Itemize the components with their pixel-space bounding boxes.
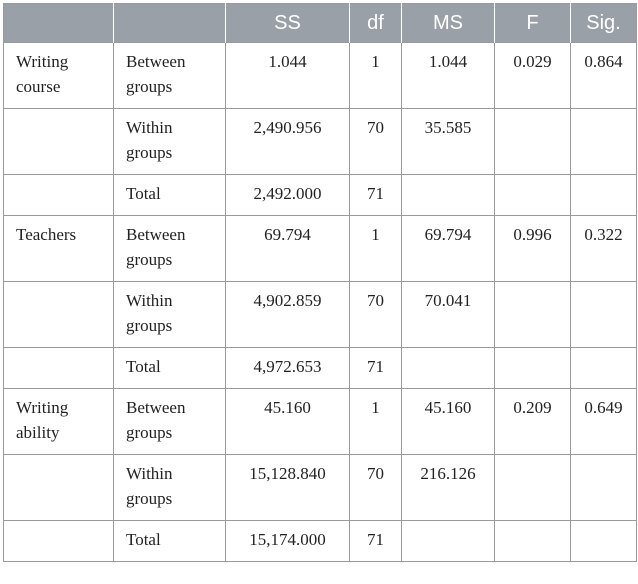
ms-cell: 69.794 (402, 216, 495, 282)
df-cell: 71 (350, 521, 402, 562)
source-cell: Total (114, 348, 226, 389)
ms-cell: 1.044 (402, 43, 495, 109)
f-cell (495, 348, 571, 389)
df-cell: 70 (350, 109, 402, 175)
sig-cell (571, 348, 637, 389)
f-cell: 0.029 (495, 43, 571, 109)
anova-table (3, 3, 637, 562)
ss-cell: 45.160 (226, 389, 350, 455)
table-row (4, 348, 637, 389)
df-cell: 71 (350, 175, 402, 216)
f-cell (495, 282, 571, 348)
header-cell-source (114, 4, 226, 43)
sig-cell (571, 109, 637, 175)
header-cell-f: F (495, 4, 571, 43)
header-cell-sig: Sig. (571, 4, 637, 43)
table-row (4, 175, 637, 216)
source-cell: Within groups (114, 109, 226, 175)
variable-cell (4, 175, 114, 216)
ss-cell: 69.794 (226, 216, 350, 282)
ss-cell: 2,490.956 (226, 109, 350, 175)
variable-cell (4, 521, 114, 562)
df-cell: 1 (350, 43, 402, 109)
sig-cell (571, 455, 637, 521)
header-cell-df: df (350, 4, 402, 43)
df-cell: 70 (350, 282, 402, 348)
ms-cell: 45.160 (402, 389, 495, 455)
source-cell: Between groups (114, 216, 226, 282)
header-cell-ss: SS (226, 4, 350, 43)
ss-cell: 15,174.000 (226, 521, 350, 562)
variable-cell (4, 348, 114, 389)
ss-cell: 4,902.859 (226, 282, 350, 348)
source-cell: Total (114, 175, 226, 216)
ss-cell: 15,128.840 (226, 455, 350, 521)
sig-cell (571, 282, 637, 348)
df-cell: 70 (350, 455, 402, 521)
source-cell: Between groups (114, 43, 226, 109)
source-cell: Within groups (114, 455, 226, 521)
ms-cell: 216.126 (402, 455, 495, 521)
ms-cell (402, 521, 495, 562)
header-cell-variable (4, 4, 114, 43)
table-row (4, 109, 637, 175)
f-cell (495, 175, 571, 216)
sig-cell: 0.322 (571, 216, 637, 282)
variable-cell (4, 109, 114, 175)
variable-cell: Writing ability (4, 389, 114, 455)
sig-cell: 0.864 (571, 43, 637, 109)
source-cell: Between groups (114, 389, 226, 455)
df-cell: 71 (350, 348, 402, 389)
sig-cell (571, 521, 637, 562)
f-cell (495, 109, 571, 175)
header-row (4, 4, 637, 43)
table-row (4, 216, 637, 282)
sig-cell (571, 175, 637, 216)
variable-cell (4, 455, 114, 521)
df-cell: 1 (350, 389, 402, 455)
table-row (4, 455, 637, 521)
f-cell (495, 455, 571, 521)
ss-cell: 2,492.000 (226, 175, 350, 216)
ms-cell (402, 348, 495, 389)
table-row (4, 282, 637, 348)
f-cell: 0.996 (495, 216, 571, 282)
source-cell: Within groups (114, 282, 226, 348)
f-cell (495, 521, 571, 562)
df-cell: 1 (350, 216, 402, 282)
f-cell: 0.209 (495, 389, 571, 455)
ms-cell (402, 175, 495, 216)
variable-cell (4, 282, 114, 348)
source-cell: Total (114, 521, 226, 562)
ss-cell: 4,972.653 (226, 348, 350, 389)
ms-cell: 35.585 (402, 109, 495, 175)
sig-cell: 0.649 (571, 389, 637, 455)
ss-cell: 1.044 (226, 43, 350, 109)
variable-cell: Teachers (4, 216, 114, 282)
table-row (4, 521, 637, 562)
variable-cell: Writing course (4, 43, 114, 109)
ms-cell: 70.041 (402, 282, 495, 348)
header-cell-ms: MS (402, 4, 495, 43)
table-row (4, 43, 637, 109)
table-row (4, 389, 637, 455)
